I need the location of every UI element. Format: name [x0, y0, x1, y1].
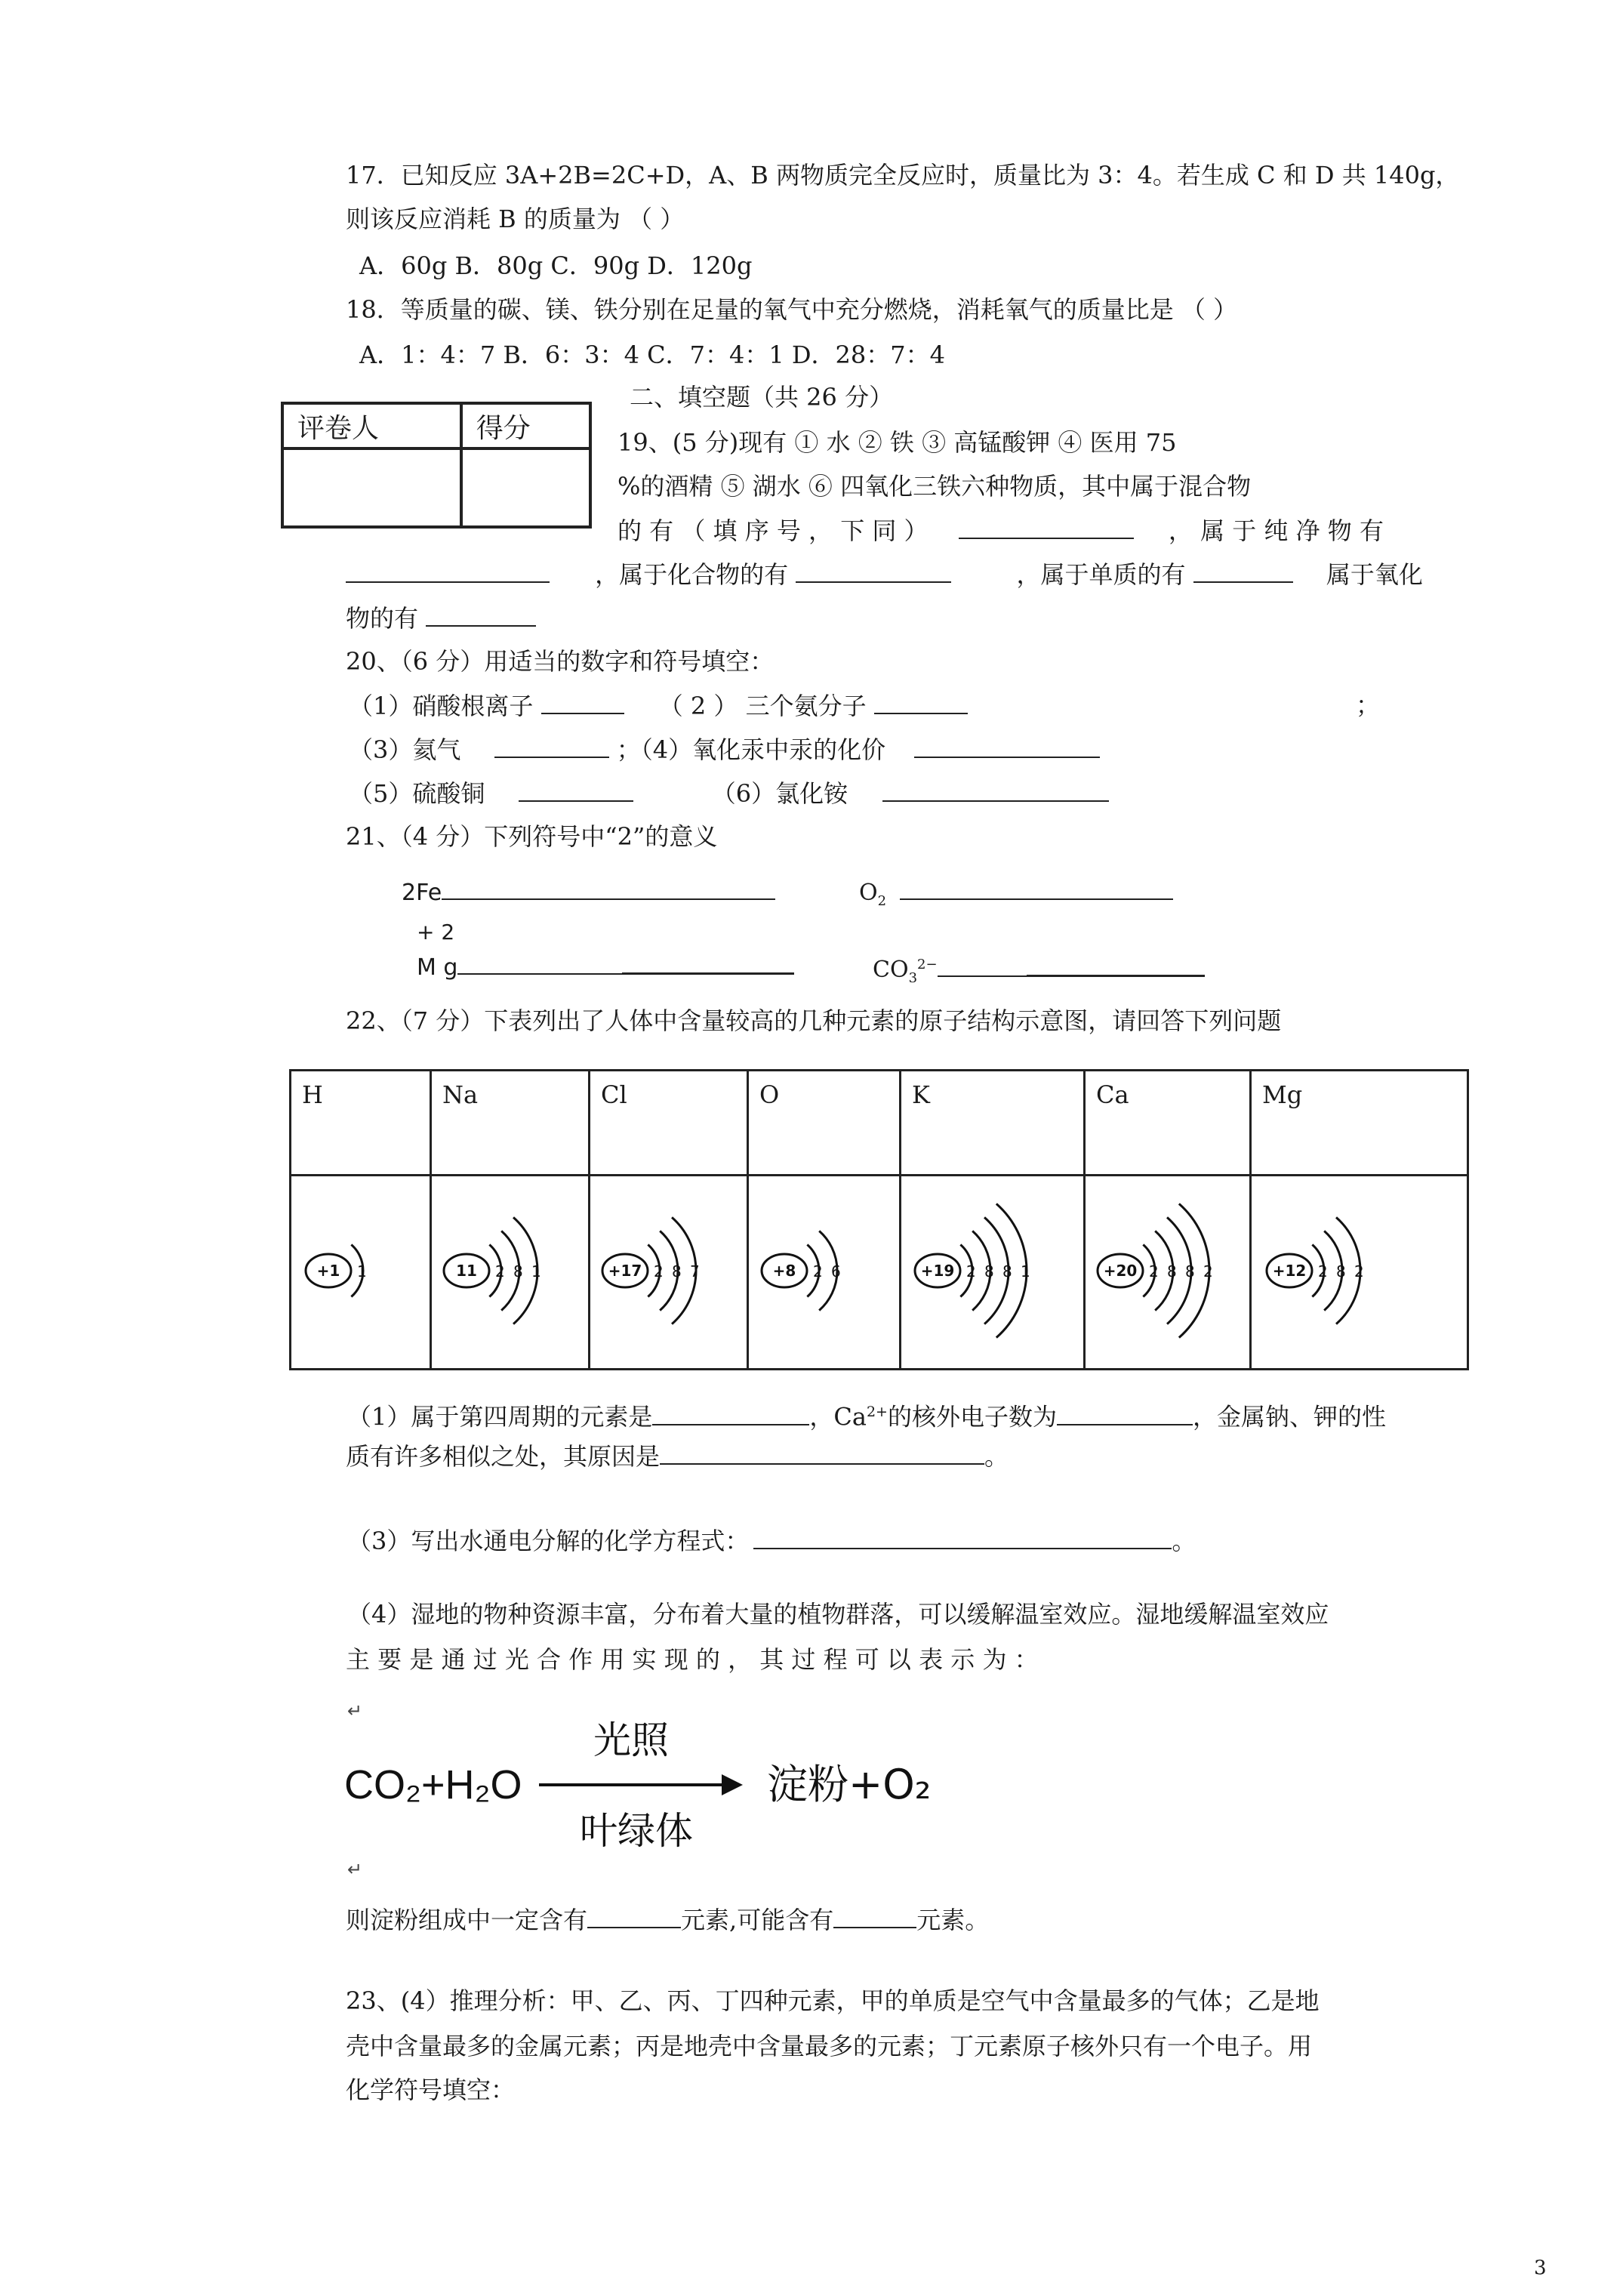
shell-electron-count: 1	[356, 1262, 367, 1281]
q19-line4b: ，属于单质的有	[1016, 560, 1186, 589]
blank-ammonium-chloride[interactable]	[882, 778, 1109, 802]
shell-electron-count: 8	[1166, 1262, 1177, 1281]
nucleus-charge: +8	[772, 1262, 796, 1280]
eq-bottom: 叶绿体	[580, 1809, 693, 1853]
blank-electrolysis[interactable]	[753, 1525, 1172, 1549]
nucleus-charge: +19	[920, 1262, 954, 1280]
element-o: O	[748, 1071, 901, 1176]
eq-right: 淀粉+O₂	[767, 1761, 932, 1808]
shell-electron-count: 8	[1335, 1262, 1346, 1281]
q19-line4a: ，属于化合物的有	[595, 560, 789, 589]
element-cl: Cl	[590, 1071, 748, 1176]
q22-a1-period: 。	[984, 1442, 1009, 1471]
q23-line1: 23、(4）推理分析：甲、乙、丙、丁四种元素，甲的单质是空气中含量最多的气体；乙是地	[346, 1986, 1320, 2015]
q19-line3b: ， 属 于 纯 净 物 有	[1168, 516, 1384, 545]
q19-line3	[617, 515, 1384, 546]
q19-line3a: 的 有 （ 填 序 号 ， 下 同 ）	[617, 516, 929, 545]
symbol-2fe: 2Fe	[402, 880, 442, 906]
symbol-mg: M g	[417, 954, 458, 981]
element-ca: Ca	[1085, 1071, 1251, 1176]
symbol-o2: $O_2$	[859, 880, 887, 909]
diagram-h	[291, 1176, 431, 1370]
q19-line4	[346, 559, 1423, 590]
shell-electron-count: 7	[689, 1262, 700, 1281]
element-k: K	[901, 1071, 1085, 1176]
shell-electron-count: 8	[671, 1262, 682, 1281]
shell-electron-count: 6	[830, 1262, 841, 1281]
q22-a1-text-c: 的核外电子数为	[887, 1402, 1057, 1432]
q17-line2: 则该反应消耗 B 的质量为 （ ）	[346, 205, 685, 233]
blank-ca-electrons[interactable]	[1057, 1401, 1193, 1425]
shell-electron-count: 2	[1317, 1262, 1328, 1281]
q22-a3	[347, 1525, 1196, 1556]
q20-p1: （1）硝酸根离子	[349, 692, 534, 720]
shell-electron-count: 1	[531, 1262, 541, 1281]
shell-electron-count: 1	[1020, 1262, 1030, 1281]
blank-o2[interactable]	[900, 876, 1173, 900]
blank-certain-elements[interactable]	[587, 1904, 681, 1928]
atom-structure-table	[289, 1069, 1469, 1370]
element-h: H	[291, 1071, 431, 1176]
q22-a1-text-d: ，金属钠、钾的性	[1192, 1402, 1386, 1432]
q20-p4: ；（4）氧化汞中汞的化价	[616, 735, 886, 764]
q21-row1	[402, 876, 775, 908]
q22-a4-line3	[346, 1904, 989, 1935]
page-number: 3	[1534, 2257, 1547, 2279]
q20-row3	[349, 778, 1109, 809]
q22-a3-period: 。	[1172, 1527, 1196, 1555]
q22-a4-text-c: 元素。	[916, 1906, 990, 1934]
blank-mixtures[interactable]	[959, 515, 1134, 539]
blank-helium[interactable]	[494, 734, 609, 758]
reviewer-label: 评卷人	[282, 403, 461, 448]
q20-p5: （5）硫酸铜	[349, 779, 485, 808]
q19-line2: %的酒精 ⑤ 湖水 ⑥ 四氧化三铁六种物质，其中属于混合物	[617, 472, 1252, 501]
q23-line3: 化学符号填空：	[346, 2076, 516, 2104]
q21-o2	[859, 876, 1173, 917]
q19-line5-text: 物的有	[346, 604, 419, 633]
q20-row1	[349, 690, 968, 721]
blank-mercury-valence[interactable]	[914, 734, 1100, 758]
q20-p3: （3）氦气	[349, 735, 461, 764]
q22-a1-text-a: （1）属于第四周期的元素是	[347, 1402, 653, 1432]
q20-semicolon: ；	[1356, 691, 1381, 720]
blank-copper-sulfate[interactable]	[519, 778, 633, 802]
q22-a4-text-b: 元素,可能含有	[681, 1906, 834, 1934]
shell-electron-count: 2	[653, 1262, 664, 1281]
shell-electron-count: 8	[984, 1262, 994, 1281]
element-na: Na	[431, 1071, 590, 1176]
diagram-na	[431, 1176, 590, 1370]
q19-line4c: 属于氧化	[1326, 560, 1423, 589]
shell-electron-count: 2	[494, 1262, 505, 1281]
q19-line1: 19、(5 分)现有 ① 水 ② 铁 ③ 高锰酸钾 ④ 医用 75	[617, 428, 1177, 457]
blank-ammonia[interactable]	[874, 690, 968, 714]
blank-period4[interactable]	[652, 1401, 809, 1425]
blank-co3-b[interactable]	[1027, 952, 1205, 977]
shell-electron-count: 8	[513, 1262, 523, 1281]
eq-arrowhead-icon	[722, 1774, 743, 1795]
score-label: 得分	[461, 403, 590, 448]
q22-title: 22、（7 分）下表列出了人体中含量较高的几种元素的原子结构示意图，请回答下列问题	[346, 1006, 1282, 1035]
shell-electron-count: 2	[1354, 1262, 1364, 1281]
ca-charge: 2+	[866, 1404, 888, 1420]
shell-electron-count: 2	[812, 1262, 823, 1281]
nucleus-charge: +17	[608, 1262, 642, 1280]
nucleus-charge: +1	[316, 1262, 340, 1280]
diagram-o	[748, 1176, 901, 1370]
diagram-k	[901, 1176, 1085, 1370]
q18-line1: 18．等质量的碳、镁、铁分别在足量的氧气中充分燃烧，消耗氧气的质量比是 （ ）	[346, 295, 1238, 324]
shell-electron-count: 8	[1002, 1262, 1012, 1281]
q22-a1-line2	[346, 1441, 1009, 1472]
blank-nitrate[interactable]	[541, 690, 624, 714]
nucleus-charge: +12	[1272, 1262, 1306, 1280]
shell-electron-count: 8	[1184, 1262, 1195, 1281]
blank-mg-a[interactable]	[457, 951, 622, 975]
eq-left: CO₂+H₂O	[344, 1762, 522, 1808]
eq-top: 光照	[593, 1718, 669, 1762]
q22-a4-line2: 主 要 是 通 过 光 合 作 用 实 现 的 ， 其 过 程 可 以 表 示 为 ：	[346, 1645, 1039, 1674]
q22-a4-text-a: 则淀粉组成中一定含有	[346, 1906, 588, 1934]
blank-oxides[interactable]	[426, 603, 536, 627]
blank-2fe[interactable]	[442, 876, 775, 900]
section2-title: 二、填空题（共 26 分）	[630, 383, 894, 411]
element-mg: Mg	[1251, 1071, 1468, 1176]
q21-co3	[873, 950, 1205, 994]
nucleus-charge: 11	[455, 1262, 477, 1280]
blank-compounds[interactable]	[796, 559, 951, 583]
mg-valence: + 2	[417, 920, 455, 945]
return-mark-icon: ↵	[347, 1700, 363, 1721]
score-cell	[461, 448, 590, 527]
reviewer-cell	[282, 448, 461, 527]
return-mark-icon-2: ↵	[347, 1859, 363, 1880]
q18-options: A．1：4：7 B．6：3：4 C．7：4：1 D．28：7：4	[359, 341, 945, 369]
blank-reason[interactable]	[660, 1441, 984, 1465]
symbol-co3: $CO_3^{2-}$	[873, 957, 938, 986]
q20-row2	[349, 734, 1100, 765]
shell-electron-count: 2	[1148, 1262, 1159, 1281]
q22-a3-text: （3）写出水通电分解的化学方程式：	[347, 1527, 750, 1555]
blank-pure[interactable]	[346, 559, 550, 583]
nucleus-charge: +20	[1103, 1262, 1137, 1280]
q17-options: A．60g B．80g C．90g D．120g	[359, 251, 753, 280]
shell-electron-count: 2	[1203, 1262, 1213, 1281]
q21-title: 21、（4 分）下列符号中“2”的意义	[346, 822, 718, 851]
q22-a1-text-e: 质有许多相似之处，其原因是	[346, 1442, 661, 1471]
q23-line2: 壳中含量最多的金属元素；丙是地壳中含量最多的元素；丁元素原子核外只有一个电子。用	[346, 2032, 1313, 2060]
q22-a4-line1: （4）湿地的物种资源丰富，分布着大量的植物群落，可以缓解温室效应。湿地缓解温室效应	[347, 1600, 1329, 1629]
q20-p6: （6）氯化铵	[711, 779, 848, 808]
diagram-cl	[590, 1176, 748, 1370]
blank-co3-a[interactable]	[938, 953, 1027, 977]
q20-p2: （ 2 ） 三个氨分子	[658, 692, 867, 720]
shell-electron-count: 2	[965, 1262, 976, 1281]
grader-table	[281, 402, 592, 529]
q22-a1-line1	[347, 1397, 1386, 1432]
photosynthesis-equation	[344, 1700, 963, 1881]
q19-line5	[346, 603, 536, 633]
q21-mg	[417, 950, 794, 983]
diagram-mg	[1251, 1176, 1468, 1370]
blank-mg-b[interactable]	[622, 950, 794, 975]
q22-a1-text-b: ，Ca	[809, 1402, 867, 1432]
q20-title: 20、（6 分）用适当的数字和符号填空：	[346, 647, 775, 676]
blank-possible-elements[interactable]	[833, 1904, 916, 1928]
blank-elements[interactable]	[1193, 559, 1293, 583]
q17-line1: 17．已知反应 3A+2B=2C+D，A、B 两物质完全反应时，质量比为 3：4。若生成 C 和 D 共 140g，	[346, 161, 1460, 190]
diagram-ca	[1085, 1176, 1251, 1370]
